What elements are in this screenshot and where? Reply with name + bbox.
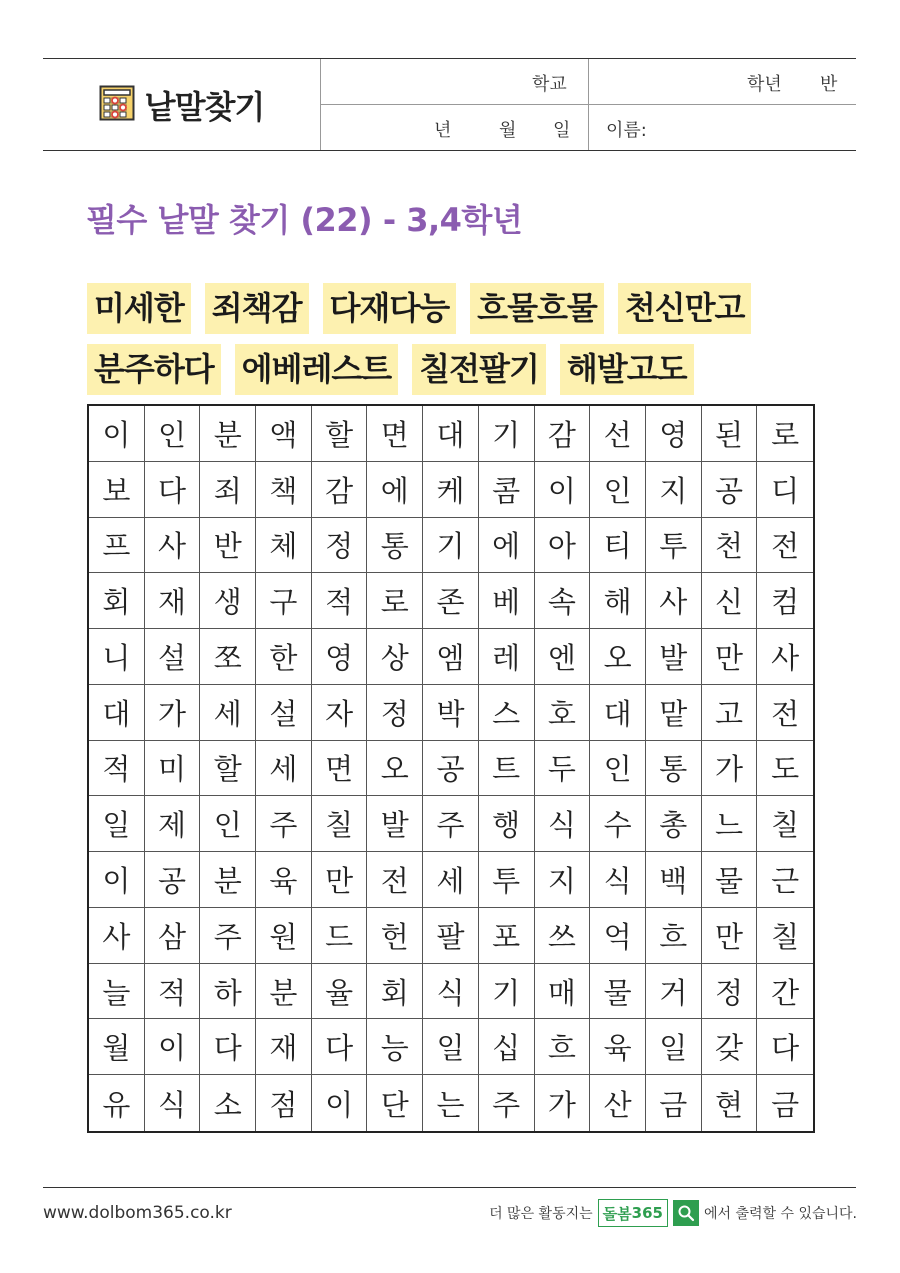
grid-cell[interactable]: 식 bbox=[535, 796, 591, 852]
grid-cell[interactable]: 정 bbox=[367, 685, 423, 741]
grid-cell[interactable]: 면 bbox=[312, 741, 368, 797]
grid-cell[interactable]: 총 bbox=[646, 796, 702, 852]
grid-cell[interactable]: 물 bbox=[702, 852, 758, 908]
grid-cell[interactable]: 다 bbox=[145, 462, 201, 518]
grid-cell[interactable]: 이 bbox=[89, 852, 145, 908]
grid-cell[interactable]: 삼 bbox=[145, 908, 201, 964]
grid-cell[interactable]: 제 bbox=[145, 796, 201, 852]
footer-promo bbox=[489, 1199, 857, 1227]
grid-cell[interactable]: 는 bbox=[423, 1075, 479, 1131]
grid-cell[interactable]: 다 bbox=[200, 1019, 256, 1075]
grid-cell[interactable]: 오 bbox=[590, 629, 646, 685]
grade-label: 학년 bbox=[747, 74, 782, 95]
year-label: 년 bbox=[434, 120, 452, 141]
target-word: 해발고도 bbox=[560, 344, 694, 395]
grid-cell[interactable]: 전 bbox=[757, 685, 813, 741]
grid-cell[interactable]: 스 bbox=[479, 685, 535, 741]
grid-cell[interactable]: 십 bbox=[479, 1019, 535, 1075]
grid-cell[interactable]: 베 bbox=[479, 573, 535, 629]
footer-pre-text: 더 많은 활동지는 bbox=[489, 1206, 593, 1222]
month-label: 월 bbox=[499, 120, 517, 141]
grid-cell[interactable]: 존 bbox=[423, 573, 479, 629]
grid-cell[interactable]: 로 bbox=[367, 573, 423, 629]
grid-cell[interactable]: 식 bbox=[423, 964, 479, 1020]
grid-cell[interactable]: 세 bbox=[423, 852, 479, 908]
grid-cell[interactable]: 인 bbox=[590, 462, 646, 518]
grid-cell[interactable]: 된 bbox=[702, 406, 758, 462]
footer-url: www.dolbom365.co.kr bbox=[43, 1203, 232, 1223]
grid-cell[interactable]: 액 bbox=[256, 406, 312, 462]
grid-cell[interactable]: 주 bbox=[256, 796, 312, 852]
grid-cell[interactable]: 세 bbox=[200, 685, 256, 741]
worksheet-title: 필수 낱말 찾기 (22) - 3,4학년 bbox=[86, 201, 523, 239]
grid-cell[interactable]: 칠 bbox=[757, 796, 813, 852]
target-word: 죄책감 bbox=[205, 283, 309, 334]
grid-cell[interactable]: 세 bbox=[256, 741, 312, 797]
grid-cell[interactable]: 두 bbox=[535, 741, 591, 797]
grid-cell[interactable]: 아 bbox=[535, 518, 591, 574]
grid-cell[interactable]: 식 bbox=[145, 1075, 201, 1131]
search-icon bbox=[673, 1200, 699, 1226]
grid-cell[interactable]: 이 bbox=[145, 1019, 201, 1075]
school-label: 학교 bbox=[532, 74, 567, 95]
grid-cell[interactable]: 하 bbox=[200, 964, 256, 1020]
grid-cell[interactable]: 칠 bbox=[312, 796, 368, 852]
grid-cell[interactable]: 흐 bbox=[646, 908, 702, 964]
grid-cell[interactable]: 다 bbox=[312, 1019, 368, 1075]
footer-divider bbox=[43, 1187, 856, 1188]
grid-cell[interactable]: 금 bbox=[646, 1075, 702, 1131]
grid-cell[interactable]: 오 bbox=[367, 741, 423, 797]
footer-post-text: 에서 출력할 수 있습니다. bbox=[703, 1206, 857, 1222]
grid-cell[interactable]: 인 bbox=[590, 741, 646, 797]
grid-cell[interactable]: 대 bbox=[89, 685, 145, 741]
grid-cell[interactable]: 설 bbox=[256, 685, 312, 741]
grid-cell[interactable]: 분 bbox=[200, 406, 256, 462]
grid-cell[interactable]: 영 bbox=[312, 629, 368, 685]
grid-cell[interactable]: 트 bbox=[479, 741, 535, 797]
target-word: 분주하다 bbox=[87, 344, 221, 395]
grid-cell[interactable]: 케 bbox=[423, 462, 479, 518]
grid-cell[interactable]: 소 bbox=[200, 1075, 256, 1131]
grid-cell[interactable]: 호 bbox=[535, 685, 591, 741]
grid-cell[interactable]: 칠 bbox=[757, 908, 813, 964]
grid-cell[interactable]: 도 bbox=[757, 741, 813, 797]
word-search-icon bbox=[99, 85, 135, 125]
grid-cell[interactable]: 월 bbox=[89, 1019, 145, 1075]
grid-cell[interactable]: 감 bbox=[312, 462, 368, 518]
target-word: 에베레스트 bbox=[235, 344, 399, 395]
grid-cell[interactable]: 매 bbox=[535, 964, 591, 1020]
grid-cell[interactable]: 인 bbox=[145, 406, 201, 462]
grid-cell[interactable]: 자 bbox=[312, 685, 368, 741]
class-label: 반 bbox=[820, 74, 838, 95]
grid-cell[interactable]: 적 bbox=[312, 573, 368, 629]
grid-cell[interactable]: 감 bbox=[535, 406, 591, 462]
grid-cell[interactable]: 구 bbox=[256, 573, 312, 629]
grid-cell[interactable]: 수 bbox=[590, 796, 646, 852]
grid-cell[interactable]: 발 bbox=[367, 796, 423, 852]
grid-cell[interactable]: 이 bbox=[535, 462, 591, 518]
grid-cell[interactable]: 분 bbox=[200, 852, 256, 908]
grid-cell[interactable]: 만 bbox=[702, 629, 758, 685]
grid-cell[interactable]: 사 bbox=[646, 573, 702, 629]
grid-cell[interactable]: 공 bbox=[423, 741, 479, 797]
grid-cell[interactable]: 만 bbox=[312, 852, 368, 908]
grid-cell[interactable]: 갖 bbox=[702, 1019, 758, 1075]
grid-cell[interactable]: 컴 bbox=[757, 573, 813, 629]
grid-cell[interactable]: 일 bbox=[423, 1019, 479, 1075]
grid-cell[interactable]: 사 bbox=[145, 518, 201, 574]
grid-cell[interactable]: 사 bbox=[89, 908, 145, 964]
grid-cell[interactable]: 할 bbox=[312, 406, 368, 462]
grid-cell[interactable]: 물 bbox=[590, 964, 646, 1020]
day-label: 일 bbox=[553, 120, 571, 141]
grid-cell[interactable]: 육 bbox=[590, 1019, 646, 1075]
grid-cell[interactable]: 엔 bbox=[535, 629, 591, 685]
grid-cell[interactable]: 점 bbox=[256, 1075, 312, 1131]
grid-cell[interactable]: 인 bbox=[200, 796, 256, 852]
brand-block bbox=[43, 59, 321, 150]
grid-cell[interactable]: 회 bbox=[89, 573, 145, 629]
grid-cell[interactable]: 주 bbox=[423, 796, 479, 852]
grid-cell[interactable]: 행 bbox=[479, 796, 535, 852]
grid-cell[interactable]: 식 bbox=[590, 852, 646, 908]
grid-cell[interactable]: 박 bbox=[423, 685, 479, 741]
word-row bbox=[87, 344, 807, 395]
grid-cell[interactable]: 티 bbox=[590, 518, 646, 574]
grid-cell[interactable]: 상 bbox=[367, 629, 423, 685]
grid-cell[interactable]: 맡 bbox=[646, 685, 702, 741]
grid-cell[interactable]: 고 bbox=[702, 685, 758, 741]
footer-brand-part1: 돌봄 bbox=[602, 1204, 632, 1223]
grid-cell[interactable]: 일 bbox=[646, 1019, 702, 1075]
header-divider-vertical bbox=[588, 59, 589, 150]
grid-cell[interactable]: 느 bbox=[702, 796, 758, 852]
grid-cell[interactable]: 헌 bbox=[367, 908, 423, 964]
name-label: 이름: bbox=[606, 120, 647, 141]
grid-cell[interactable]: 율 bbox=[312, 964, 368, 1020]
grid-cell[interactable]: 영 bbox=[646, 406, 702, 462]
grid-cell[interactable]: 속 bbox=[535, 573, 591, 629]
grid-cell[interactable]: 한 bbox=[256, 629, 312, 685]
grid-cell[interactable]: 미 bbox=[145, 741, 201, 797]
grid-cell[interactable]: 천 bbox=[702, 518, 758, 574]
target-word: 칠전팔기 bbox=[412, 344, 546, 395]
grid-cell[interactable]: 늘 bbox=[89, 964, 145, 1020]
grid-cell[interactable]: 금 bbox=[771, 1087, 800, 1122]
brand-title: 낱말찾기 bbox=[144, 87, 265, 126]
grid-cell[interactable]: 로 bbox=[757, 406, 813, 462]
grid-cell[interactable]: 기 bbox=[479, 406, 535, 462]
grid-cell[interactable]: 능 bbox=[367, 1019, 423, 1075]
grid-cell[interactable]: 신 bbox=[702, 573, 758, 629]
grid-cell[interactable]: 콤 bbox=[479, 462, 535, 518]
grid-cell[interactable]: 면 bbox=[367, 406, 423, 462]
grid-cell[interactable]: 설 bbox=[145, 629, 201, 685]
grid-cell[interactable]: 대 bbox=[590, 685, 646, 741]
grid-cell[interactable]: 근 bbox=[757, 852, 813, 908]
grid-cell[interactable]: 팔 bbox=[423, 908, 479, 964]
grid-cell[interactable]: 기 bbox=[479, 964, 535, 1020]
grid-cell[interactable]: 발 bbox=[646, 629, 702, 685]
grid-cell[interactable]: 에 bbox=[479, 518, 535, 574]
grid-cell[interactable]: 해 bbox=[590, 573, 646, 629]
footer-brand-part2: 365 bbox=[631, 1204, 663, 1222]
word-row bbox=[87, 283, 807, 334]
grid-cell[interactable]: 반 bbox=[200, 518, 256, 574]
grid-cell[interactable]: 대 bbox=[423, 406, 479, 462]
word-list bbox=[87, 283, 807, 405]
grid-cell[interactable]: 투 bbox=[479, 852, 535, 908]
grid-cell[interactable]: 프 bbox=[89, 518, 145, 574]
grid-cell[interactable]: 쓰 bbox=[535, 908, 591, 964]
grid-cell[interactable]: 일 bbox=[89, 796, 145, 852]
grid-cell[interactable]: 회 bbox=[367, 964, 423, 1020]
grid-cell[interactable]: 에 bbox=[367, 462, 423, 518]
grid-cell[interactable]: 적 bbox=[145, 964, 201, 1020]
grid-cell[interactable]: 이 bbox=[89, 406, 145, 462]
grid-cell[interactable]: 억 bbox=[590, 908, 646, 964]
grid-cell[interactable]: 지 bbox=[646, 462, 702, 518]
grid-cell[interactable]: 가 bbox=[535, 1075, 591, 1131]
grid-cell[interactable]: 백 bbox=[646, 852, 702, 908]
grid-cell[interactable]: 다 bbox=[757, 1019, 813, 1075]
target-word: 미세한 bbox=[87, 283, 191, 334]
grid-cell[interactable]: 주 bbox=[200, 908, 256, 964]
grid-cell[interactable]: 현 bbox=[702, 1075, 758, 1131]
grid-cell[interactable]: 재 bbox=[256, 1019, 312, 1075]
grid-cell[interactable]: 투 bbox=[646, 518, 702, 574]
grid-cell[interactable]: 전 bbox=[367, 852, 423, 908]
grid-cell[interactable]: 주 bbox=[479, 1075, 535, 1131]
grid-cell[interactable]: 분 bbox=[256, 964, 312, 1020]
letter-grid bbox=[87, 404, 815, 1133]
grid-cell[interactable]: 니 bbox=[89, 629, 145, 685]
target-word: 다재다능 bbox=[323, 283, 457, 334]
grid-cell[interactable]: 거 bbox=[646, 964, 702, 1020]
grid-cell[interactable]: 적 bbox=[89, 741, 145, 797]
footer-brand-logo bbox=[598, 1199, 668, 1227]
grid-cell[interactable]: 이 bbox=[312, 1075, 368, 1131]
worksheet-header bbox=[43, 58, 856, 151]
grid-cell[interactable]: 유 bbox=[89, 1075, 145, 1131]
grid-cell[interactable]: 만 bbox=[702, 908, 758, 964]
grid-cell[interactable]: 드 bbox=[312, 908, 368, 964]
target-word: 흐물흐물 bbox=[470, 283, 604, 334]
grid-cell[interactable]: 공 bbox=[702, 462, 758, 518]
grid-cell[interactable]: 포 bbox=[479, 908, 535, 964]
grid-cell[interactable]: 죄 bbox=[200, 462, 256, 518]
grid-cell[interactable]: 원 bbox=[256, 908, 312, 964]
grid-cell[interactable]: 육 bbox=[256, 852, 312, 908]
grid-cell[interactable]: 쪼 bbox=[200, 629, 256, 685]
grid-cell[interactable]: 책 bbox=[256, 462, 312, 518]
grid-cell[interactable]: 가 bbox=[702, 741, 758, 797]
grid-cell[interactable]: 단 bbox=[367, 1075, 423, 1131]
target-word: 천신만고 bbox=[618, 283, 752, 334]
grid-cell[interactable]: 엠 bbox=[423, 629, 479, 685]
grid-cell[interactable]: 전 bbox=[757, 518, 813, 574]
grid-cell[interactable]: 통 bbox=[646, 741, 702, 797]
grid-cell[interactable]: 보 bbox=[89, 462, 145, 518]
grid-cell[interactable]: 정 bbox=[702, 964, 758, 1020]
grid-cell[interactable]: 레 bbox=[479, 629, 535, 685]
grid-cell[interactable]: 정 bbox=[312, 518, 368, 574]
grid-cell[interactable]: 흐 bbox=[535, 1019, 591, 1075]
grid-cell[interactable]: 통 bbox=[367, 518, 423, 574]
grid-cell[interactable]: 선 bbox=[590, 406, 646, 462]
grid-cell[interactable]: 할 bbox=[200, 741, 256, 797]
grid-cell[interactable]: 재 bbox=[145, 573, 201, 629]
grid-cell[interactable]: 디 bbox=[757, 462, 813, 518]
grid-cell[interactable]: 체 bbox=[256, 518, 312, 574]
grid-cell[interactable]: 생 bbox=[200, 573, 256, 629]
grid-cell[interactable]: 사 bbox=[757, 629, 813, 685]
grid-cell[interactable]: 공 bbox=[145, 852, 201, 908]
grid-cell[interactable]: 산 bbox=[590, 1075, 646, 1131]
grid-cell[interactable]: 간 bbox=[757, 964, 813, 1020]
grid-cell[interactable]: 가 bbox=[145, 685, 201, 741]
grid-cell[interactable]: 기 bbox=[423, 518, 479, 574]
grid-cell[interactable]: 지 bbox=[535, 852, 591, 908]
